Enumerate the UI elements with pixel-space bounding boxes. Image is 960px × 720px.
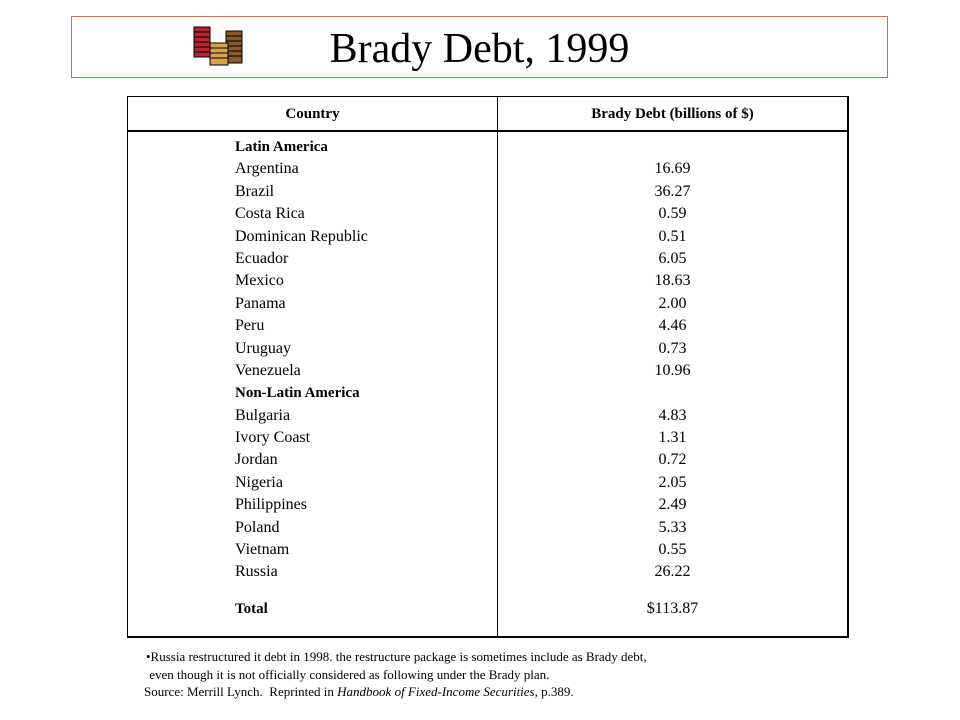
value-cell: 6.05 [658, 249, 687, 267]
value-cell: 0.73 [658, 339, 687, 357]
value-column [498, 136, 847, 620]
country-cell: Panama [235, 294, 286, 312]
country-cell: Brazil [235, 182, 275, 200]
value-cell: 26.22 [654, 563, 691, 581]
title-box [71, 16, 888, 78]
country-cell: Nigeria [235, 473, 283, 491]
value-cell: 5.33 [658, 518, 687, 536]
value-cell: 10.96 [654, 361, 691, 379]
header-country: Country [285, 106, 340, 122]
value-cell: 0.55 [658, 541, 687, 559]
value-cell: 1.31 [658, 429, 687, 447]
country-column [235, 136, 368, 620]
footnotes [146, 648, 647, 701]
header-brady-debt: Brady Debt (billions of $) [591, 106, 754, 122]
country-cell: Peru [235, 317, 265, 335]
brady-debt-table [127, 96, 849, 638]
country-cell: Bulgaria [235, 406, 291, 424]
group-latin-america: Latin America [235, 139, 328, 155]
source-line [144, 683, 647, 701]
country-cell: Dominican Republic [235, 227, 368, 245]
value-cell: 0.72 [658, 451, 687, 469]
source-suffix: , p.389. [534, 684, 574, 699]
group-non-latin-america: Non-Latin America [235, 385, 360, 402]
footnote-line-1: •Russia restructured it debt in 1998. the restructure package is sometimes include as Brady debt, [146, 649, 647, 664]
value-cell: 0.51 [658, 227, 687, 245]
group-spacer [498, 382, 847, 404]
total-label: Total [235, 600, 268, 617]
country-cell: Mexico [235, 272, 284, 290]
source-title: Handbook of Fixed-Income Securities [337, 684, 535, 699]
country-cell: Uruguay [235, 339, 291, 357]
value-cell: 18.63 [654, 272, 691, 290]
country-cell: Costa Rica [235, 205, 305, 223]
value-cell: 4.46 [658, 317, 687, 335]
country-cell: Philippines [235, 496, 308, 514]
country-cell: Vietnam [235, 541, 290, 559]
value-cell: 16.69 [654, 160, 691, 178]
value-cell: 36.27 [654, 182, 691, 200]
value-cell: 0.59 [658, 205, 687, 223]
table-header [128, 97, 847, 132]
footnote-line-2: even though it is not officially considered as following under the Brady plan. [146, 666, 550, 682]
group-spacer [498, 136, 847, 158]
country-cell: Ivory Coast [235, 429, 311, 447]
value-cell: 2.00 [658, 294, 687, 312]
country-cell: Poland [235, 518, 280, 536]
country-cell: Venezuela [235, 361, 301, 379]
country-cell: Ecuador [235, 249, 289, 267]
total-value: $113.87 [646, 599, 699, 617]
country-cell: Argentina [235, 160, 299, 178]
page-title: Brady Debt, 1999 [329, 26, 630, 72]
country-cell: Russia [235, 563, 278, 581]
source-prefix: Source: Merrill Lynch. Reprinted in [144, 684, 338, 699]
value-cell: 2.05 [658, 473, 687, 491]
value-cell: 4.83 [658, 406, 687, 424]
value-cell: 2.49 [658, 496, 687, 514]
country-cell: Jordan [235, 451, 278, 469]
